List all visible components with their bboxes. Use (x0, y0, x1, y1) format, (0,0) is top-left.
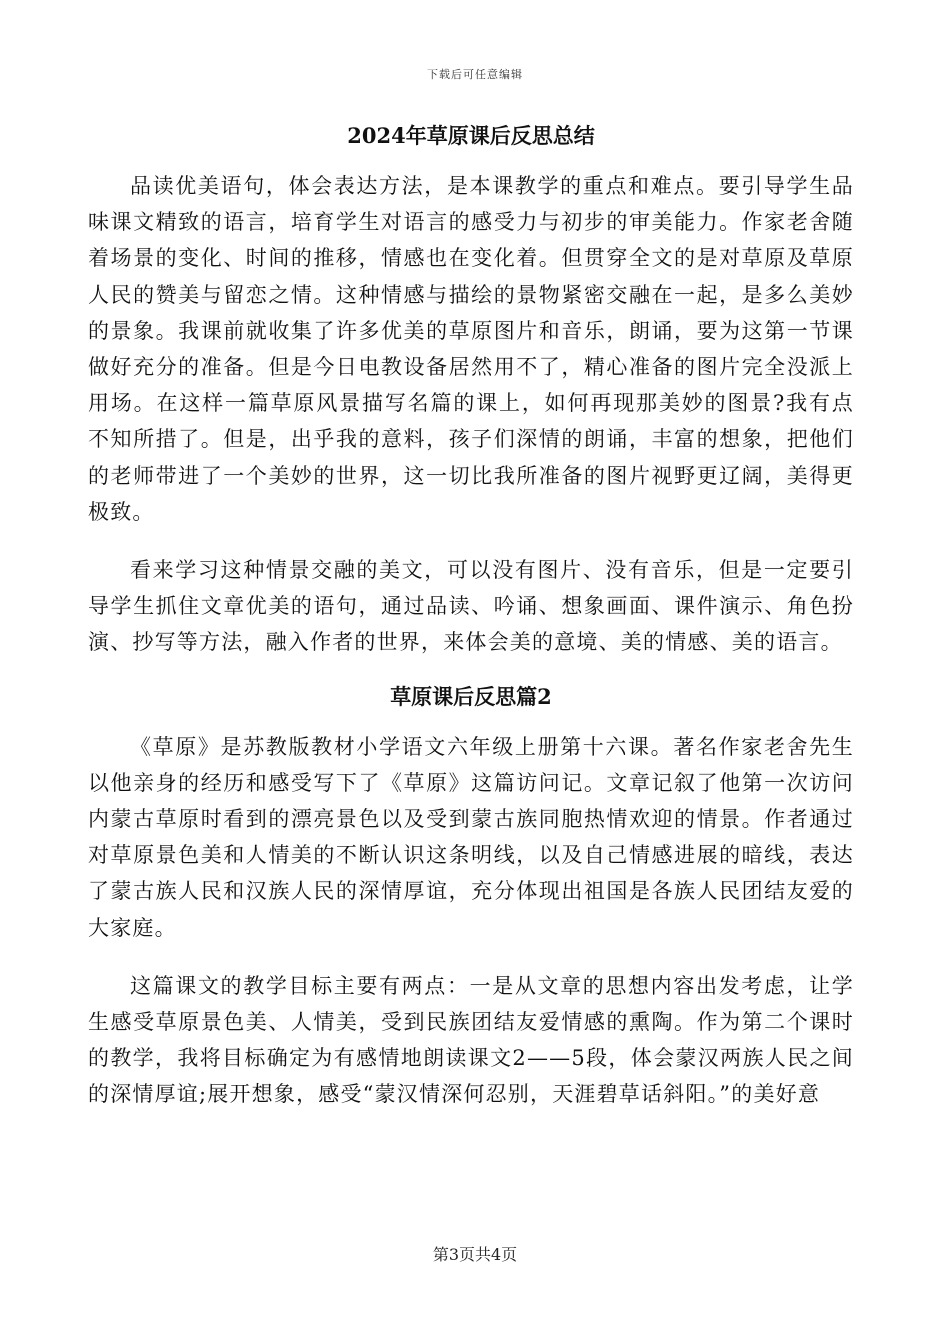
document-content (88, 118, 854, 1113)
paragraph: 看来学习这种情景交融的美文，可以没有图片、没有音乐，但是一定要引导学生抓住文章优美的语句，通过品读、吟诵、想象画面、课件演示、角色扮演、抄写等方法，融入作者的世界，来体会美的意境、美的情感、美的语言。 (88, 558, 854, 655)
section-title: 草原课后反思篇2 (390, 683, 552, 709)
paragraph: 《草原》是苏教版教材小学语文六年级上册第十六课。著名作家老舍先生以他亲身的经历和感受写下了《草原》这篇访问记。文章记叙了他第一次访问内蒙古草原时看到的漂亮景色以及受到蒙古族同胞热情欢迎的情景。作者通过对草原景色美和人情美的不断认识这条明线，以及自己情感进展的暗线，表达了蒙古族人民和汉族人民的深情厚谊，充分体现出祖国是各族人民团结友爱的大家庭。 (88, 734, 854, 940)
document-title: 2024年草原课后反思总结 (347, 123, 595, 148)
paragraph: 品读优美语句，体会表达方法，是本课教学的重点和难点。要引导学生品味课文精致的语言，培育学生对语言的感受力与初步的审美能力。作家老舍随着场景的变化、时间的推移，情感也在变化着。但贯穿全文的是对草原及草原人民的赞美与留恋之情。这种情感与描绘的景物紧密交融在一起，是多么美妙的景象。我课前就收集了许多优美的草原图片和音乐，朗诵，要为这第一节课做好充分的准备。但是今日电教设备居然用不了，精心准备的图片完全没派上用场。在这样一篇草原风景描写名篇的课上，如何再现那美妙的图景?我有点不知所措了。但是，出乎我的意料，孩子们深情的朗诵，丰富的想象，把他们的老师带进了一个美妙的世界，这一切比我所准备的图片视野更辽阔，美得更极致。 (88, 174, 854, 524)
page-number: 第3页共4页 (432, 1245, 518, 1264)
header-note: 下载后可任意编辑 (427, 68, 523, 81)
paragraph: 这篇课文的教学目标主要有两点：一是从文章的思想内容出发考虑，让学生感受草原景色美、人情美，受到民族团结友爱情感的熏陶。作为第二个课时的教学，我将目标确定为有感情地朗读课文2——5段，体会蒙汉两族人民之间的深情厚谊;展开想象，感受“蒙汉情深何忍别，天涯碧草话斜阳。”的美好意 (88, 973, 854, 1107)
